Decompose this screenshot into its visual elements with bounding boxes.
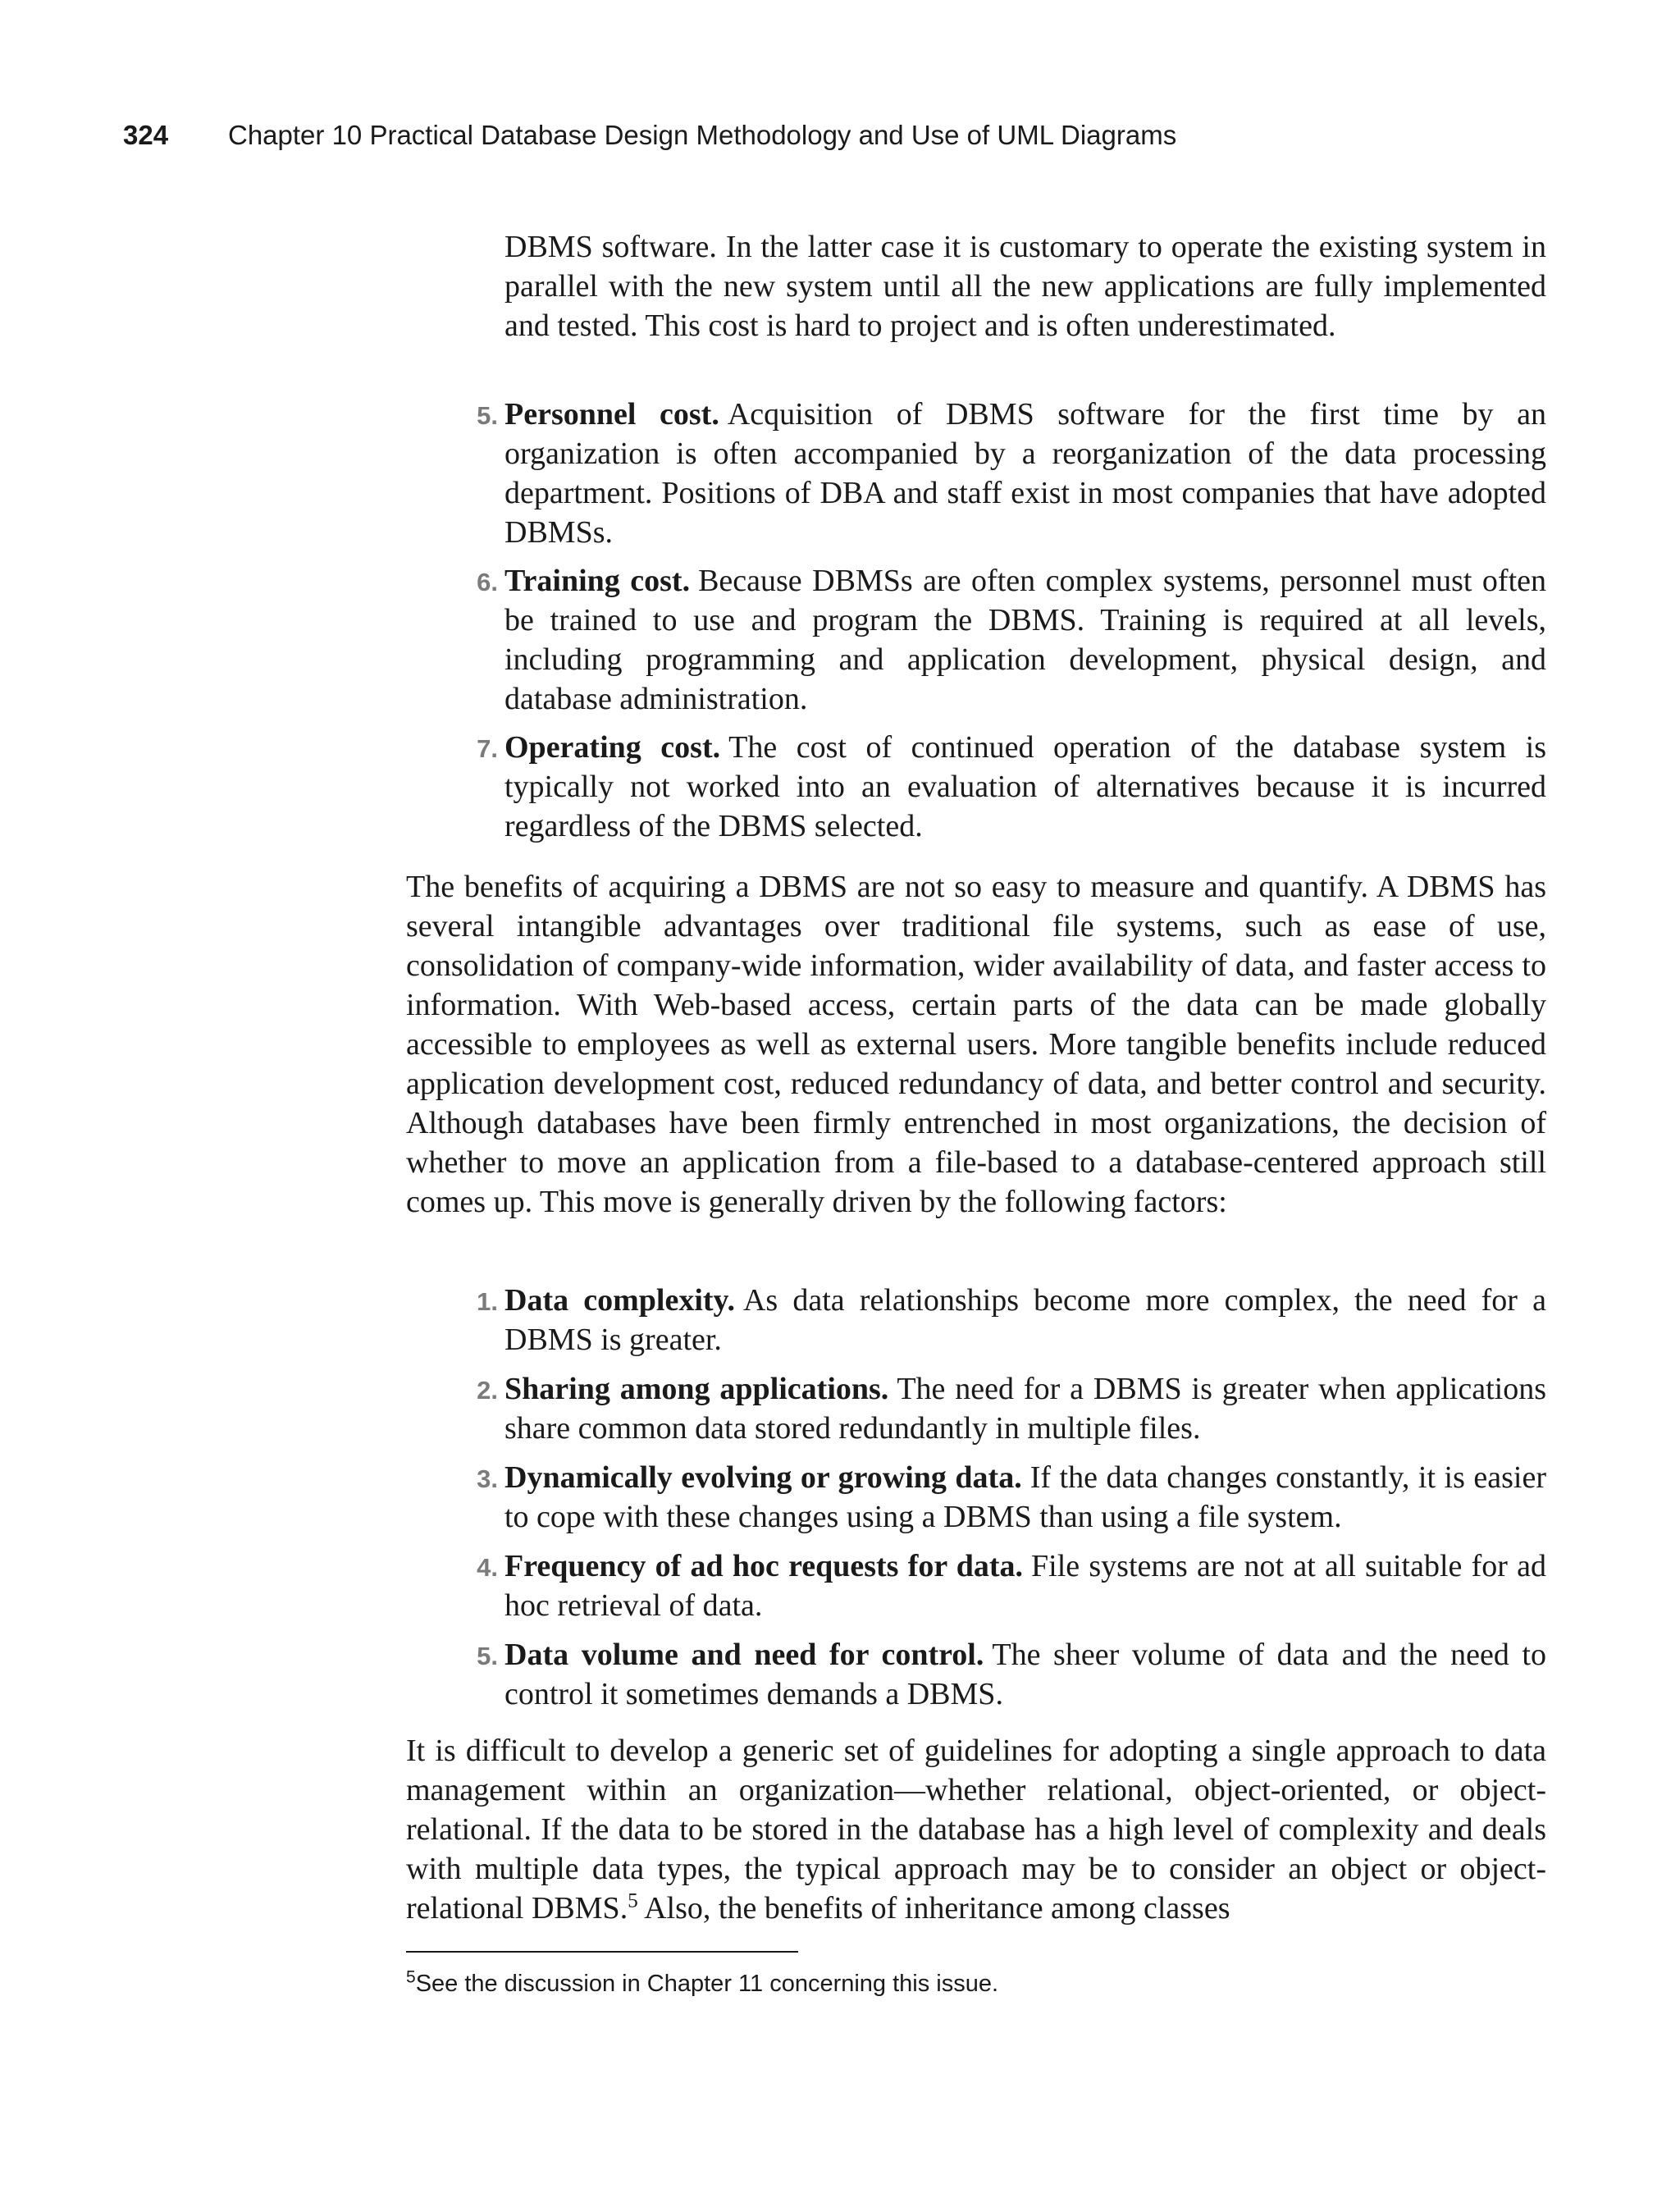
guidelines-text: It is difficult to develop a generic set of guidelines for adopting a single approach to data management within an organization—whether relational, object-oriented, or object-relational. If the data to be stored in the database has a high level of complexity and deals with multiple data types, the typical approach may be to consider an object or object-relational DBMS. xyxy=(406,1734,1546,1926)
list-text: File systems are not at all suitable for ad hoc retrieval of data. xyxy=(504,1549,1546,1623)
list-item xyxy=(477,1281,1546,1359)
list-number: 6. xyxy=(477,568,498,596)
running-head: Chapter 10 Practical Database Design Methodology and Use of UML Diagrams xyxy=(228,120,1177,150)
list-term: Data complexity. xyxy=(504,1283,735,1318)
list-text: Because DBMSs are often complex systems, personnel must often be trained to use and program the DBMS. Training is required at all levels, including programming and application development, physical design, and database administration. xyxy=(504,564,1546,716)
continuation-text: DBMS software. In the latter case it is customary to operate the existing system in parallel with the new system until all the new applications are fully implemented and tested. This cost is hard to project and is often underestimated. xyxy=(504,230,1546,343)
list-number: 5. xyxy=(477,1642,498,1670)
list-number: 2. xyxy=(477,1376,498,1405)
guidelines-paragraph xyxy=(406,1731,1546,1928)
footnote xyxy=(406,1969,1546,1999)
list-text: If the data changes constantly, it is easier to cope with these changes using a DBMS than using a file system. xyxy=(504,1460,1546,1534)
list-text: The sheer volume of data and the need to control it sometimes demands a DBMS. xyxy=(504,1638,1546,1711)
guidelines-text-continued: Also, the benefits of inheritance among classes xyxy=(637,1891,1230,1926)
list-item xyxy=(477,728,1547,846)
list-number: 7. xyxy=(477,734,498,763)
list-term: Personnel cost. xyxy=(504,397,719,432)
list-number: 1. xyxy=(477,1287,498,1316)
list-item xyxy=(477,1458,1546,1537)
list-term: Frequency of ad hoc requests for data. xyxy=(504,1549,1024,1583)
list-number: 5. xyxy=(477,401,498,430)
list-term: Operating cost. xyxy=(504,730,721,765)
footnote-divider xyxy=(406,1951,798,1953)
list-number: 4. xyxy=(477,1553,498,1582)
list-number: 3. xyxy=(477,1464,498,1493)
list-item xyxy=(477,1369,1546,1448)
list-item xyxy=(477,1546,1546,1625)
list-term: Data volume and need for control. xyxy=(504,1638,984,1672)
page-header xyxy=(123,120,1176,153)
factor-list xyxy=(477,1281,1546,1714)
list-text: The need for a DBMS is greater when applications share common data stored redundantly in multiple files. xyxy=(504,1372,1546,1446)
list-term: Dynamically evolving or growing data. xyxy=(504,1460,1022,1495)
page-number: 324 xyxy=(123,120,169,150)
list-term: Training cost. xyxy=(504,564,691,598)
footnote-mark: 5 xyxy=(406,1967,416,1987)
list-text: Acquisition of DBMS software for the first time by an organization is often accompanied by a reorganization of the data processing department. Positions of DBA and staff exist in most companies that have adopted DBMSs. xyxy=(504,397,1546,550)
footnote-reference[interactable]: 5 xyxy=(628,1889,638,1912)
list-item xyxy=(477,395,1546,552)
benefits-paragraph: The benefits of acquiring a DBMS are not so easy to measure and quantify. A DBMS has several intangible advantages over traditional file systems, such as ease of use, consolidation of company-wide information, wider availability of data, and faster access to information. With Web-based access, certain parts of the data can be made globally accessible to employees as well as external users. More tangible benefits include reduced application development cost, reduced redundancy of data, and better control and security. Although databases have been firmly entrenched in most organizations, the decision of whether to move an application from a file-based to a database-centered approach still comes up. This move is generally driven by the following factors: xyxy=(406,870,1546,1219)
cost-list xyxy=(477,395,1547,846)
list-item xyxy=(477,561,1546,719)
list-text: The cost of continued operation of the database system is typically not worked into an evaluation of alternatives because it is incurred regardless of the DBMS selected. xyxy=(504,730,1547,843)
footnote-text: See the discussion in Chapter 11 concerning this issue. xyxy=(415,1971,999,1997)
list-text: As data relationships become more complex, the need for a DBMS is greater. xyxy=(504,1283,1546,1357)
list-term: Sharing among applications. xyxy=(504,1372,889,1406)
list-item xyxy=(477,1635,1546,1714)
